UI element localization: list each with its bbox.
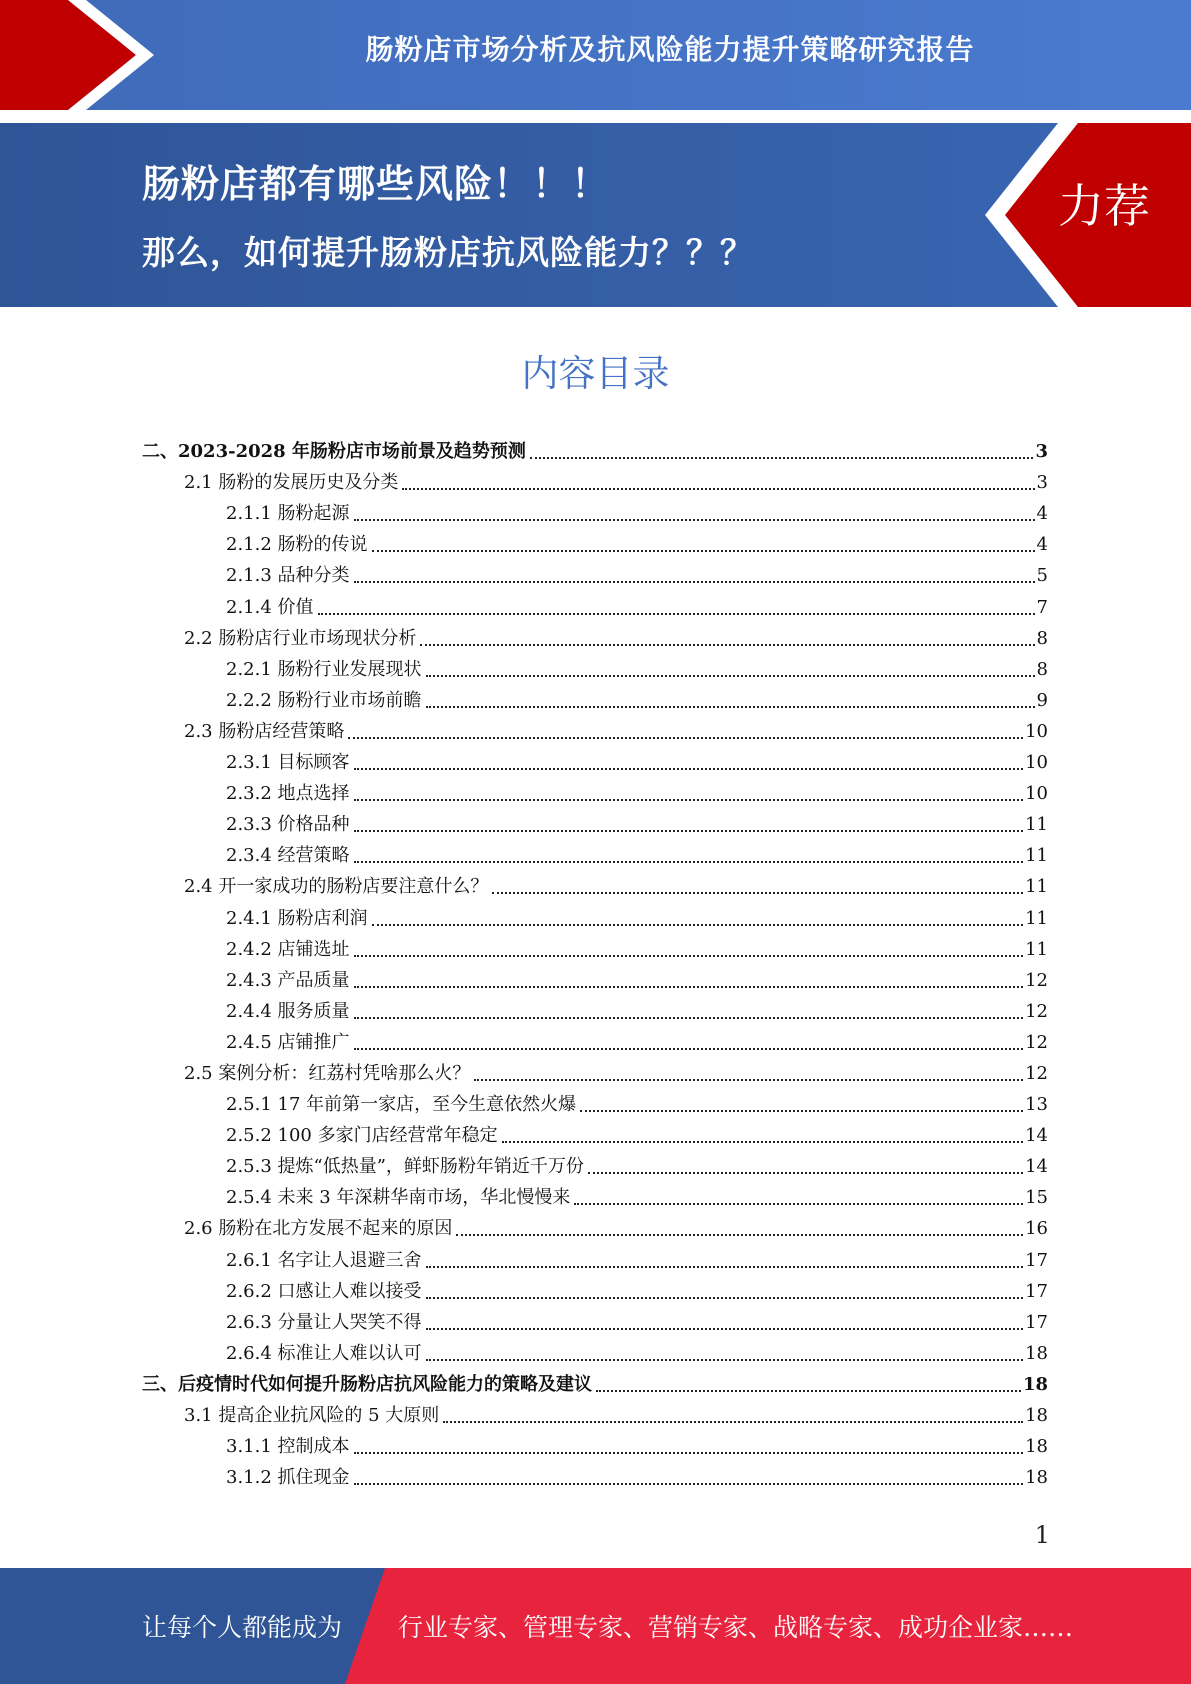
toc-entry-page: 11 [1025,938,1048,960]
toc-entry-page: 17 [1025,1311,1048,1333]
toc-title: 内容目录 [521,352,670,395]
toc-entry-label: 2.6 肠粉在北方发展不起来的原因 [184,1218,453,1240]
toc-entry-page: 18 [1022,1373,1048,1395]
toc-entry-label: 2.5.3 提炼“低热量”，鲜虾肠粉年销近千万份 [226,1156,584,1178]
toc-entry-label: 2.1.2 肠粉的传说 [226,534,368,556]
toc-entry-label: 三、后疫情时代如何提升肠粉店抗风险能力的策略及建议 [142,1373,592,1395]
toc-dot-leader [402,488,1034,490]
toc-dot-leader [354,519,1035,521]
toc-entry-page: 4 [1036,503,1048,525]
toc-dot-leader [354,1483,1024,1485]
toc-dot-leader [354,799,1024,801]
toc-dot-leader [354,768,1024,770]
toc-entry[interactable] [142,1182,1048,1213]
toc-dot-leader [372,550,1035,552]
toc-entry[interactable] [142,996,1048,1027]
toc-entry-label: 3.1.2 抓住现金 [226,1467,350,1489]
toc-entry-label: 2.3.2 地点选择 [226,783,350,805]
toc-dot-leader [354,1048,1024,1050]
toc-entry-page: 11 [1025,907,1048,929]
toc-entry-page: 11 [1025,845,1048,867]
toc-entry[interactable] [142,591,1048,622]
toc-dot-leader [420,644,1034,646]
toc-entry-label: 二、2023-2028 年肠粉店市场前景及趋势预测 [142,441,526,463]
toc-entry-page: 4 [1036,534,1048,556]
toc-dot-leader [502,1141,1023,1143]
toc-entry-label: 2.3.1 目标顾客 [226,752,350,774]
toc-entry-page: 5 [1036,565,1048,587]
toc-entry-label: 2.4.3 产品质量 [226,969,350,991]
toc-entry-page: 13 [1025,1094,1048,1116]
toc-entry[interactable] [142,1120,1048,1151]
toc-entry[interactable] [142,965,1048,996]
toc-entry-label: 2.4 开一家成功的肠粉店要注意什么？ [184,876,489,898]
toc-entry[interactable] [142,467,1048,498]
toc-entry-page: 3 [1036,472,1048,494]
toc-entry[interactable] [142,654,1048,685]
toc-entry-page: 12 [1025,969,1048,991]
toc-dot-leader [474,1079,1023,1081]
toc-dot-leader [354,986,1024,988]
toc-entry-page: 12 [1025,1031,1048,1053]
toc-dot-leader [354,861,1024,863]
recommend-badge: 力荐 [1058,179,1150,233]
toc-entry-label: 2.6.1 名字让人退避三舍 [226,1249,422,1271]
toc-dot-leader [530,457,1034,459]
toc-entry-label: 2.3.4 经营策略 [226,845,350,867]
toc-entry-label: 2.6.2 口感让人难以接受 [226,1280,422,1302]
toc-entry-label: 2.4.2 店铺选址 [226,938,350,960]
toc-entry-page: 3 [1035,441,1048,463]
toc-entry-page: 18 [1025,1467,1048,1489]
toc-entry[interactable] [142,778,1048,809]
toc-entry-label: 2.2 肠粉店行业市场现状分析 [184,627,417,649]
toc-entry[interactable] [142,1213,1048,1244]
toc-entry-page: 18 [1025,1342,1048,1364]
toc-dot-leader [348,737,1023,739]
toc-entry-page: 18 [1025,1436,1048,1458]
toc-dot-leader [426,1266,1024,1268]
toc-dot-leader [354,1017,1024,1019]
toc-dot-leader [492,892,1023,894]
toc-entry[interactable] [142,560,1048,591]
toc-entry-page: 12 [1025,1000,1048,1022]
toc-entry-page: 11 [1025,814,1048,836]
toc-entry[interactable] [142,498,1048,529]
toc-entry-page: 14 [1025,1156,1048,1178]
toc-entry-page: 16 [1025,1218,1048,1240]
toc-entry-label: 2.1 肠粉的发展历史及分类 [184,472,399,494]
toc-entry[interactable] [142,871,1048,902]
toc-entry-label: 3.1.1 控制成本 [226,1436,350,1458]
toc-dot-leader [596,1390,1021,1392]
toc-dot-leader [426,706,1035,708]
toc-entry-page: 17 [1025,1280,1048,1302]
toc-entry[interactable] [142,1244,1048,1275]
page-number: 1 [1034,1521,1050,1549]
toc-entry[interactable] [142,1400,1048,1431]
toc-dot-leader [354,581,1035,583]
toc-entry[interactable] [142,623,1048,654]
toc-dot-leader [354,955,1024,957]
toc-entry[interactable] [142,902,1048,933]
toc-dot-leader [426,1359,1024,1361]
toc-entry-page: 11 [1025,876,1048,898]
toc-entry-label: 2.5.4 未来 3 年深耕华南市场，华北慢慢来 [226,1187,571,1209]
headline-risks: 肠粉店都有哪些风险！！！ [142,162,611,206]
toc-entry[interactable] [142,747,1048,778]
toc-entry-label: 2.1.1 肠粉起源 [226,503,350,525]
toc-entry[interactable] [142,1089,1048,1120]
toc-entry-label: 2.5.2 100 多家门店经营常年稳定 [226,1125,498,1147]
toc-entry-label: 2.6.4 标准让人难以认可 [226,1342,422,1364]
toc-entry-label: 2.5 案例分析：红荔村凭啥那么火？ [184,1062,471,1084]
toc-entry-label: 3.1 提高企业抗风险的 5 大原则 [184,1405,440,1426]
toc-entry[interactable] [142,1027,1048,1058]
toc-entry-page: 14 [1025,1125,1048,1147]
toc-entry-page: 17 [1025,1249,1048,1271]
toc-dot-leader [354,1452,1024,1454]
toc-entry[interactable] [142,1151,1048,1182]
toc-dot-leader [426,1297,1024,1299]
toc-entry-page: 10 [1025,752,1048,774]
toc-entry-page: 7 [1036,596,1048,618]
toc-entry-page: 10 [1025,720,1048,742]
toc-entry-label: 2.2.1 肠粉行业发展现状 [226,658,422,680]
toc-entry[interactable] [142,1276,1048,1307]
toc-dot-leader [580,1110,1023,1112]
toc-entry[interactable] [142,840,1048,871]
toc-dot-leader [443,1421,1023,1423]
toc-entry[interactable] [142,1369,1048,1400]
toc-dot-leader [456,1234,1023,1236]
toc-entry-page: 8 [1036,627,1048,649]
toc-entry-label: 2.6.3 分量让人哭笑不得 [226,1311,422,1333]
toc-entry-label: 2.1.4 价值 [226,596,314,618]
toc-entry-page: 9 [1036,689,1048,711]
table-of-contents [142,436,1048,1493]
toc-entry-page: 10 [1025,783,1048,805]
toc-entry-label: 2.4.5 店铺推广 [226,1031,350,1053]
headline-question: 那么，如何提升肠粉店抗风险能力？？？ [142,233,754,272]
toc-dot-leader [588,1172,1023,1174]
toc-entry-page: 18 [1025,1405,1048,1426]
toc-entry[interactable] [142,436,1048,467]
toc-dot-leader [318,613,1035,615]
toc-entry-label: 2.3 肠粉店经营策略 [184,720,345,742]
toc-dot-leader [354,830,1024,832]
toc-entry[interactable] [142,1307,1048,1338]
toc-entry[interactable] [142,1338,1048,1369]
toc-entry-label: 2.3.3 价格品种 [226,814,350,836]
toc-entry-label: 2.1.3 品种分类 [226,565,350,587]
toc-dot-leader [426,675,1035,677]
toc-entry[interactable] [142,809,1048,840]
toc-entry-label: 2.4.1 肠粉店利润 [226,907,368,929]
toc-entry[interactable] [142,685,1048,716]
toc-entry[interactable] [142,529,1048,560]
toc-entry-page: 15 [1025,1187,1048,1209]
toc-entry[interactable] [142,934,1048,965]
toc-entry[interactable] [142,716,1048,747]
toc-entry[interactable] [142,1431,1048,1462]
toc-dot-leader [426,1328,1024,1330]
toc-dot-leader [574,1203,1023,1205]
toc-dot-leader [372,924,1024,926]
toc-entry-page: 8 [1036,658,1048,680]
footer-slogan-left: 让每个人都能成为 [142,1613,343,1642]
toc-entry-label: 2.5.1 17 年前第一家店，至今生意依然火爆 [226,1094,577,1116]
toc-entry-label: 2.2.2 肠粉行业市场前瞻 [226,689,422,711]
toc-entry-page: 12 [1025,1062,1048,1084]
toc-entry-label: 2.4.4 服务质量 [226,1000,350,1022]
report-title: 肠粉店市场分析及抗风险能力提升策略研究报告 [365,33,975,66]
toc-entry[interactable] [142,1058,1048,1089]
toc-entry[interactable] [142,1462,1048,1493]
footer-slogan-right: 行业专家、管理专家、营销专家、战略专家、成功企业家…… [398,1613,1074,1642]
